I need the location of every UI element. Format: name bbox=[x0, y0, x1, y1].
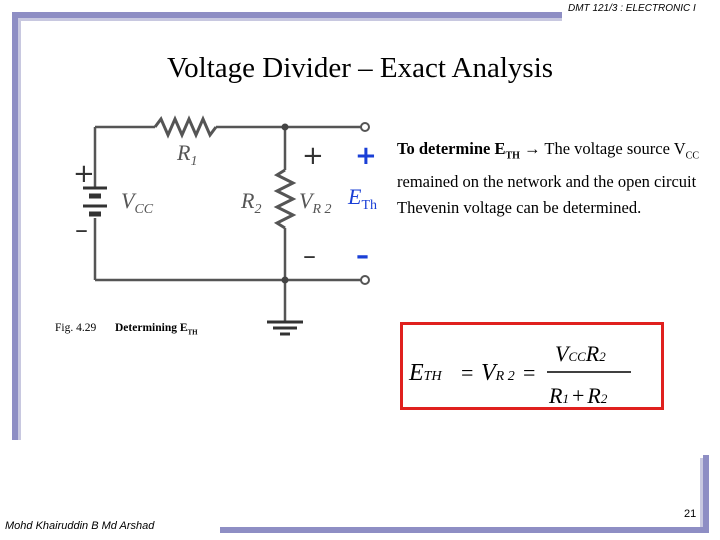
circuit-diagram bbox=[55, 112, 385, 342]
eth-minus: – bbox=[356, 241, 369, 271]
vr2-label: $V_{R 2}$ bbox=[299, 188, 332, 217]
ground-symbol bbox=[267, 322, 303, 334]
frame-shadow-top bbox=[18, 18, 562, 21]
junction-dot-top bbox=[282, 124, 289, 131]
page-number: 21 bbox=[684, 508, 697, 520]
formula-mid: VR 2 bbox=[481, 360, 515, 386]
author-name: Mohd Khairuddin B Md Arshad bbox=[5, 520, 155, 532]
frame-border-right bbox=[703, 455, 709, 533]
figure-caption: Determining $E_{TH}$ bbox=[115, 322, 198, 337]
battery-plus: + bbox=[73, 159, 95, 189]
figure-number: Fig. 4.29 bbox=[55, 322, 97, 334]
vr2-plus: + bbox=[302, 141, 324, 171]
terminal-top bbox=[361, 123, 369, 131]
course-header: DMT 121/3 : ELECTRONIC I bbox=[568, 3, 696, 14]
terminal-bottom bbox=[361, 276, 369, 284]
frame-border-bottom bbox=[220, 527, 709, 533]
vcc-label: $V_{CC}$ bbox=[121, 188, 154, 217]
eth-plus: + bbox=[355, 141, 377, 171]
frame-shadow-right bbox=[700, 458, 703, 527]
slide-title: Voltage Divider – Exact Analysis bbox=[166, 52, 554, 84]
eth-formula bbox=[403, 325, 661, 407]
description-lead: To determine $E_{TH}$ bbox=[397, 139, 520, 162]
r1-label: $R_1$ bbox=[177, 140, 198, 169]
formula-lhs: ETH bbox=[409, 360, 442, 386]
formula-box bbox=[400, 322, 664, 410]
r2-label: $R_2$ bbox=[241, 188, 262, 217]
eth-label: $E_{Th}$ bbox=[348, 184, 378, 213]
formula-equals-2: = bbox=[523, 360, 536, 385]
formula-numerator: VCCR2 bbox=[555, 341, 606, 366]
description-text: To determine $E_{TH}$ → The voltage source $V_{CC}$ remained on the network and the open circuit Thevenin voltage can be determined. bbox=[397, 139, 699, 218]
arrow-icon: → bbox=[524, 139, 541, 158]
formula-denominator: R1 + R2 bbox=[549, 383, 608, 407]
battery-symbol bbox=[83, 188, 107, 214]
junction-dot-bottom bbox=[282, 277, 289, 284]
formula-equals-1: = bbox=[461, 360, 474, 385]
battery-minus: – bbox=[75, 215, 88, 245]
vr2-minus: – bbox=[303, 241, 316, 271]
